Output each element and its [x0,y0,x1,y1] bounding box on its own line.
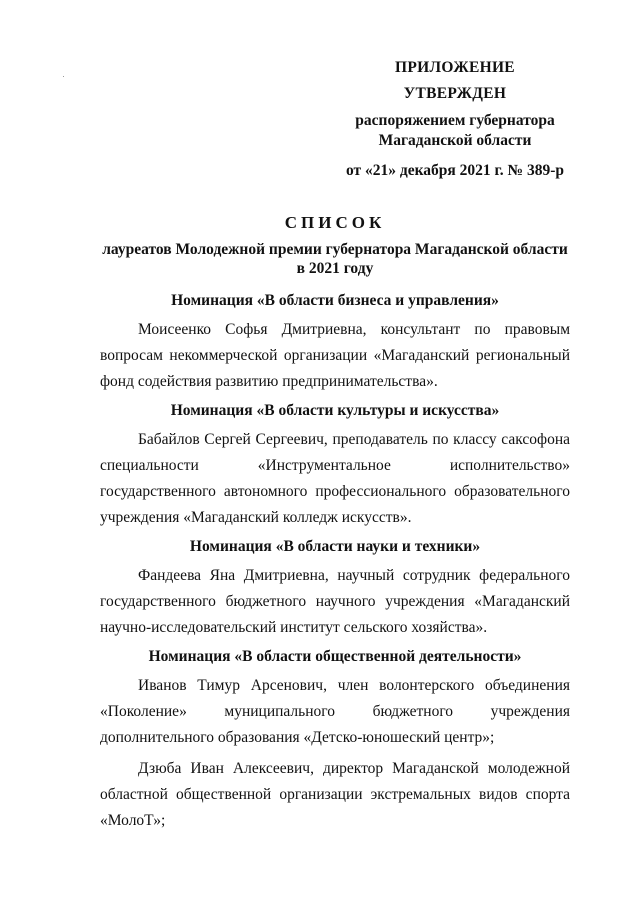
laureate-entry: Дзюба Иван Алексеевич, директор Магаданской молодежной областной общественной организации экстремальных видов спорта «МолоТ»; [100,760,570,829]
nomination-heading: Номинация «В области культуры и искусства» [170,402,500,419]
order-date: от «21» декабря 2021 г. № 389-р [345,162,565,179]
subtitle-line-1: лауреатов Молодежной премии губернатора Магаданской области [102,241,568,258]
document-title: СПИСОК [284,213,386,232]
nomination-heading: Номинация «В области бизнеса и управления» [171,292,499,309]
document-subtitle [100,240,570,278]
subtitle-line-2: в 2021 году [296,260,374,277]
order-line-2: Магаданской области [378,132,532,149]
appendix-label: ПРИЛОЖЕНИЕ [395,59,515,76]
approval-block [340,58,570,181]
nomination-heading: Номинация «В области общественной деятельности» [148,648,522,665]
approved-label: УТВЕРЖДЕН [403,85,507,102]
scan-speck [63,76,64,77]
laureate-entry: Фандеева Яна Дмитриевна, научный сотрудник федерального государственного бюджетного научного учреждения «Магаданский научно-исследовательский институт сельского хозяйства». [100,567,570,636]
laureate-entry: Иванов Тимур Арсенович, член волонтерского объединения «Поколение» муниципального бюджетного учреждения дополнительного образования «Детско-юношеский центр»; [100,677,570,746]
laureate-entry: Бабайлов Сергей Сергеевич, преподаватель по классу саксофона специальности «Инструментальное исполнительство» государственного автономного профессионального образовательного учреждения «Магаданский колледж искусств». [100,431,570,526]
laureates-list [100,290,570,839]
laureate-entry: Моисеенко Софья Дмитриевна, консультант по правовым вопросам некоммерческой организации «Магаданский региональный фонд содействия развитию предпринимательства». [100,321,570,390]
order-line-1: распоряжением губернатора [355,112,555,129]
nomination-heading: Номинация «В области науки и техники» [189,538,481,555]
